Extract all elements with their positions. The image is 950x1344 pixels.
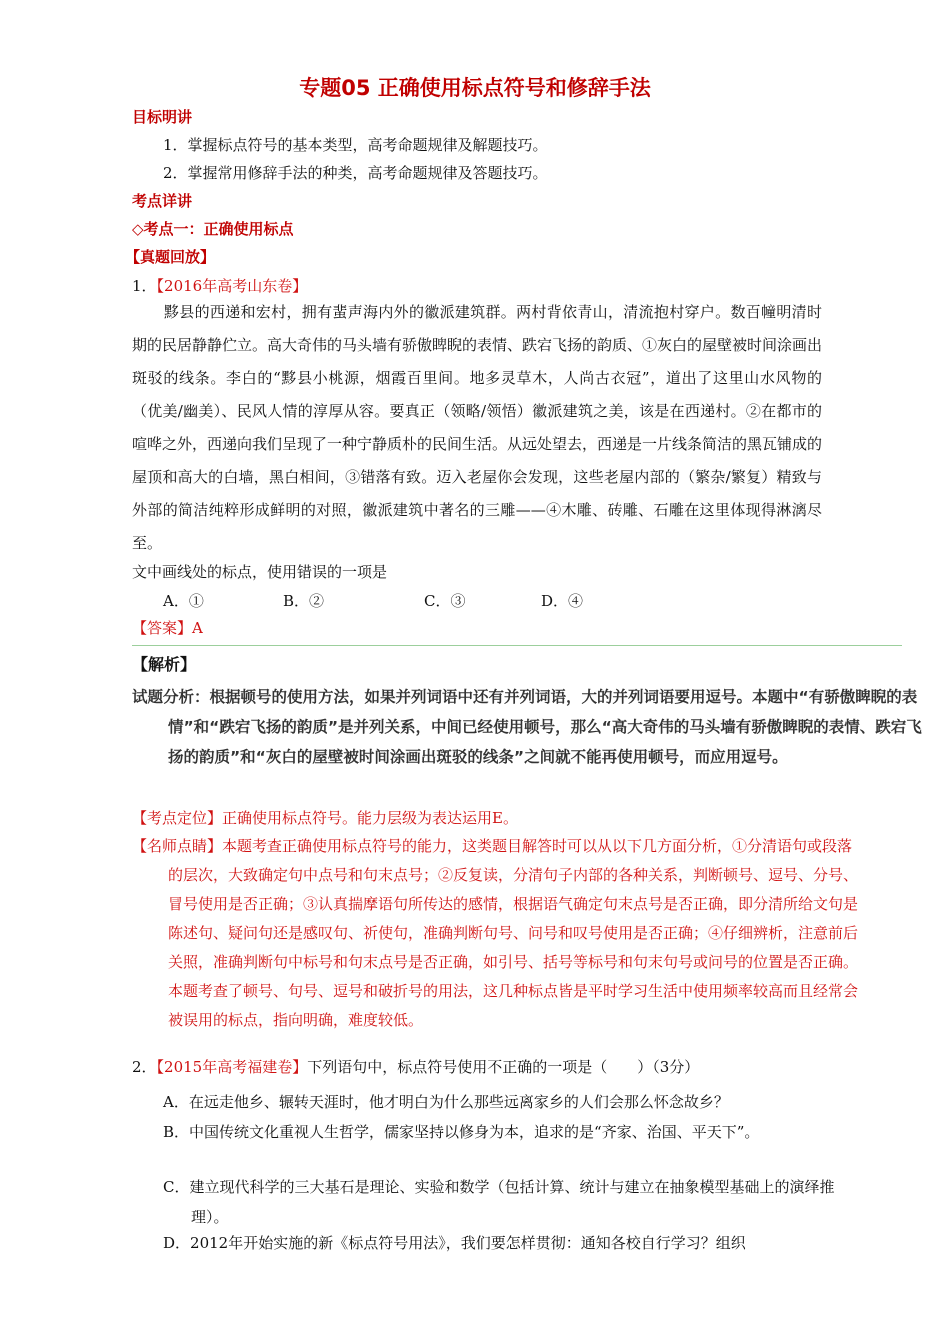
answer: 【答案】A bbox=[132, 619, 203, 637]
question-1-passage: 黟县的西递和宏村，拥有蜚声海内外的徽派建筑群。两村背依青山，清流抱村穿户。数百幢明清时期的民居静静伫立。高大奇伟的马头墙有骄傲睥睨的表情、跌宕飞扬的韵质、①灰白的屋壁被时间涂画出斑驳的线条。李白的“黟县小桃源，烟霞百里间。地多灵草木，人尚古衣冠”，道出了这里山水风物的（优美/幽美）、民风人情的淳厚从容。要真正（领略/领悟）徽派建筑之美，该是在西递村。②在都市的喧哗之外，西递向我们呈现了一种宁静质朴的民间生活。从远处望去，西递是一片线条简洁的黑瓦铺成的屋顶和高大的白墙，黑白相间，③错落有致。迈入老屋你会发现，这些老屋内部的（繁杂/繁复）精致与外部的简洁纯粹形成鲜明的对照，徽派建筑中著名的三雕——④木雕、砖雕、石雕在这里体现得淋漓尽至。 bbox=[132, 303, 823, 552]
detail-heading: 考点详讲 bbox=[132, 192, 193, 210]
goal-item-2: 2．掌握常用修辞手法的种类，高考命题规律及答题技巧。 bbox=[163, 164, 548, 182]
option-c: C．③ bbox=[424, 592, 466, 610]
teacher-tip: 【名师点睛】本题考查正确使用标点符号的能力，这类题目解答时可以从以下几方面分析，①分清语句或段落的层次，大致确定句中点号和句末点号；②反复读，分清句子内部的各种关系，判断顿号、逗号、分号、冒号使用是否正确；③认真揣摩语句所传达的感情，根据语气确定句末点号是否正确，即分清所给文句是陈述句、疑问句还是感叹句、祈使句，准确判断句号、问号和叹号使用是否正确；④仔细辨析，注意前后关照，准确判断句中标号和句末点号是否正确，如引号、括号等标号和句末句号或问号的位置是否正确。本题考查了顿号、句号、逗号和破折号的用法，这几种标点皆是平时学习生活中使用频率较高而且经常会被误用的标点，指向明确，难度较低。 bbox=[132, 837, 859, 1029]
question-number: 2． bbox=[132, 1058, 157, 1076]
question-source: 【2016年高考山东卷】 bbox=[156, 277, 308, 295]
goal-heading: 目标明讲 bbox=[132, 108, 193, 126]
q2-option-b: B．中国传统文化重视人生哲学，儒家坚持以修身为本，追求的是“齐家、治国、平天下”。 bbox=[163, 1123, 760, 1141]
question-1-header bbox=[132, 276, 307, 296]
analysis-text: 试题分析：根据顿号的使用方法，如果并列词语中还有并列词语，大的并列词语要用逗号。本题中“有骄傲睥睨的表情”和“跌宕飞扬的韵质”是并列关系，中间已经使用顿号，那么“高大奇伟的马头墙有骄傲睥睨的表情、跌宕飞扬的韵质”和“灰白的屋壁被时间涂画出斑驳的线条”之间就不能再使用顿号，而应用逗号。 bbox=[132, 688, 922, 766]
knowledge-locate: 【考点定位】正确使用标点符号。能力层级为表达运用E。 bbox=[132, 809, 518, 827]
q2-option-a: A．在远走他乡、辗转天涯时，他才明白为什么那些远离家乡的人们会那么怀念故乡？ bbox=[163, 1093, 729, 1111]
q2-option-d: D．2012年开始实施的新《标点符号用法》，我们要怎样贯彻：通知各校自行学习？组织 bbox=[163, 1234, 746, 1252]
question-2-header bbox=[132, 1057, 699, 1077]
question-1-prompt: 文中画线处的标点，使用错误的一项是 bbox=[132, 563, 388, 581]
review-tag: 【真题回放】 bbox=[125, 248, 216, 266]
option-b: B．② bbox=[283, 592, 325, 610]
point1-heading: ◇考点一：正确使用标点 bbox=[132, 220, 294, 238]
page-title: 专题05 正确使用标点符号和修辞手法 bbox=[299, 76, 651, 100]
q2-option-c: C．建立现代科学的三大基石是理论、实验和数学（包括计算、统计与建立在抽象模型基础上的演绎推理）。 bbox=[163, 1178, 835, 1226]
option-a: A．① bbox=[163, 592, 204, 610]
question-source: 【2015年高考福建卷】 bbox=[156, 1058, 308, 1076]
goal-item-1: 1．掌握标点符号的基本类型，高考命题规律及解题技巧。 bbox=[163, 136, 548, 154]
option-d: D．④ bbox=[541, 592, 584, 610]
question-stem: 下列语句中，标点符号使用不正确的一项是（ ）（3分） bbox=[307, 1058, 700, 1076]
analysis-heading: 【解析】 bbox=[132, 655, 197, 674]
question-number: 1． bbox=[132, 277, 157, 295]
divider bbox=[132, 645, 902, 646]
